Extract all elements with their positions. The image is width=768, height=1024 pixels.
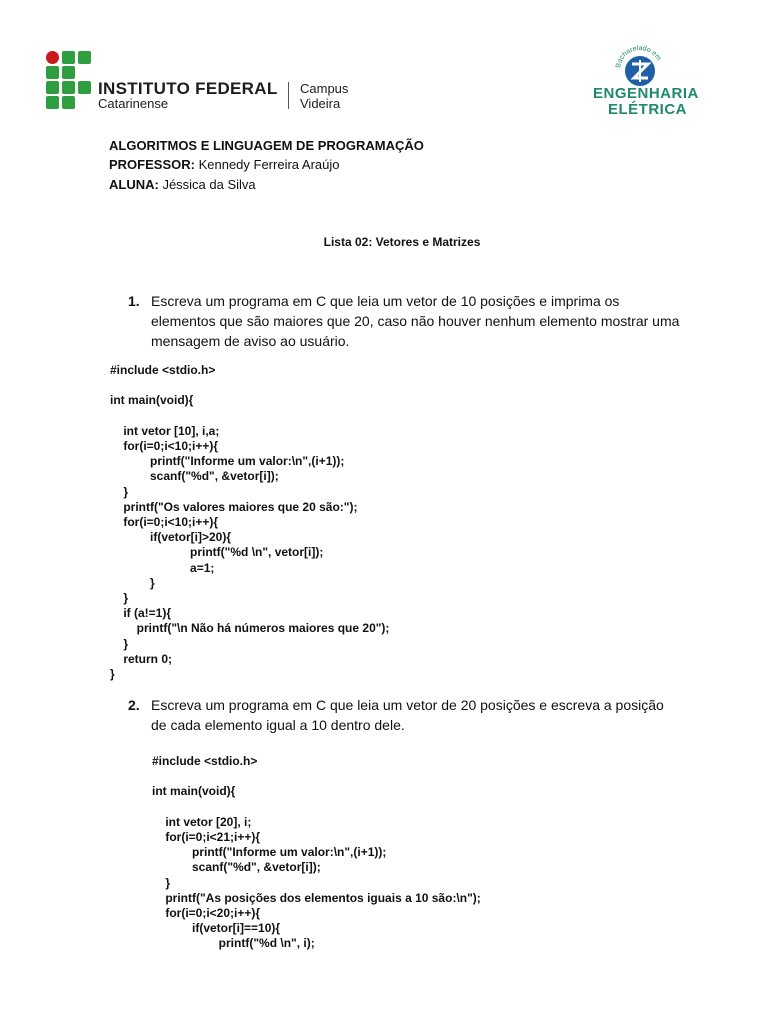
course-name-line2: ELÉTRICA xyxy=(608,101,687,118)
professor-line xyxy=(109,157,340,172)
code-block: #include <stdio.h> int main(void){ int vetor [10], i,a; for(i=0;i<10;i++){ printf("Informe um valor:\n",(i+1)); scanf("%d", &vetor[i]); } printf("Os valores maiores que 20 são:"); for(i=0;i<10;i++){ if(vetor[i]>20){ printf("%d \n", vetor[i]); a=1; } } if (a!=1){ printf("\n Não há números maiores que 20"); } return 0; } xyxy=(110,363,390,682)
student-line xyxy=(109,177,256,192)
question-number: 2. xyxy=(128,697,140,713)
engenharia-eletrica-emblem-icon xyxy=(610,40,670,90)
list-title: Lista 02: Vetores e Matrizes xyxy=(323,235,481,249)
campus-label: Campus xyxy=(300,81,349,96)
professor-name: Kennedy Ferreira Araújo xyxy=(194,157,340,172)
student-label: ALUNA: xyxy=(109,177,159,192)
professor-label: PROFESSOR: xyxy=(109,157,195,172)
question-text: Escreva um programa em C que leia um vetor de 10 posições e imprima os elementos que são maiores que 20, caso não houver nenhum elemento mostrar uma mensagem de aviso ao usuário. xyxy=(151,293,680,349)
question-number: 1. xyxy=(128,293,140,309)
course-name-line1: ENGENHARIA xyxy=(593,85,699,102)
institution-subtitle: Catarinense xyxy=(98,96,169,111)
institution-name: INSTITUTO FEDERAL xyxy=(98,79,278,98)
student-name: Jéssica da Silva xyxy=(158,177,256,192)
svg-text:Bacharelado em: Bacharelado em xyxy=(615,44,663,69)
instituto-federal-logo-icon xyxy=(46,51,92,109)
logo-divider xyxy=(288,82,289,109)
campus-city: Videira xyxy=(300,96,341,111)
question-text: Escreva um programa em C que leia um vetor de 20 posições e escreva a posição de cada elemento igual a 10 dentro dele. xyxy=(151,697,664,733)
course-title: ALGORITMOS E LINGUAGEM DE PROGRAMAÇÃO xyxy=(109,138,424,153)
code-block: #include <stdio.h> int main(void){ int vetor [20], i; for(i=0;i<21;i++){ printf("Informe um valor:\n",(i+1)); scanf("%d", &vetor[i]); } printf("As posições dos elementos iguais a 10 são:\n"); for(i=0;i<20;i++){ if(vetor[i]==10){ printf("%d \n", i); xyxy=(152,754,481,951)
